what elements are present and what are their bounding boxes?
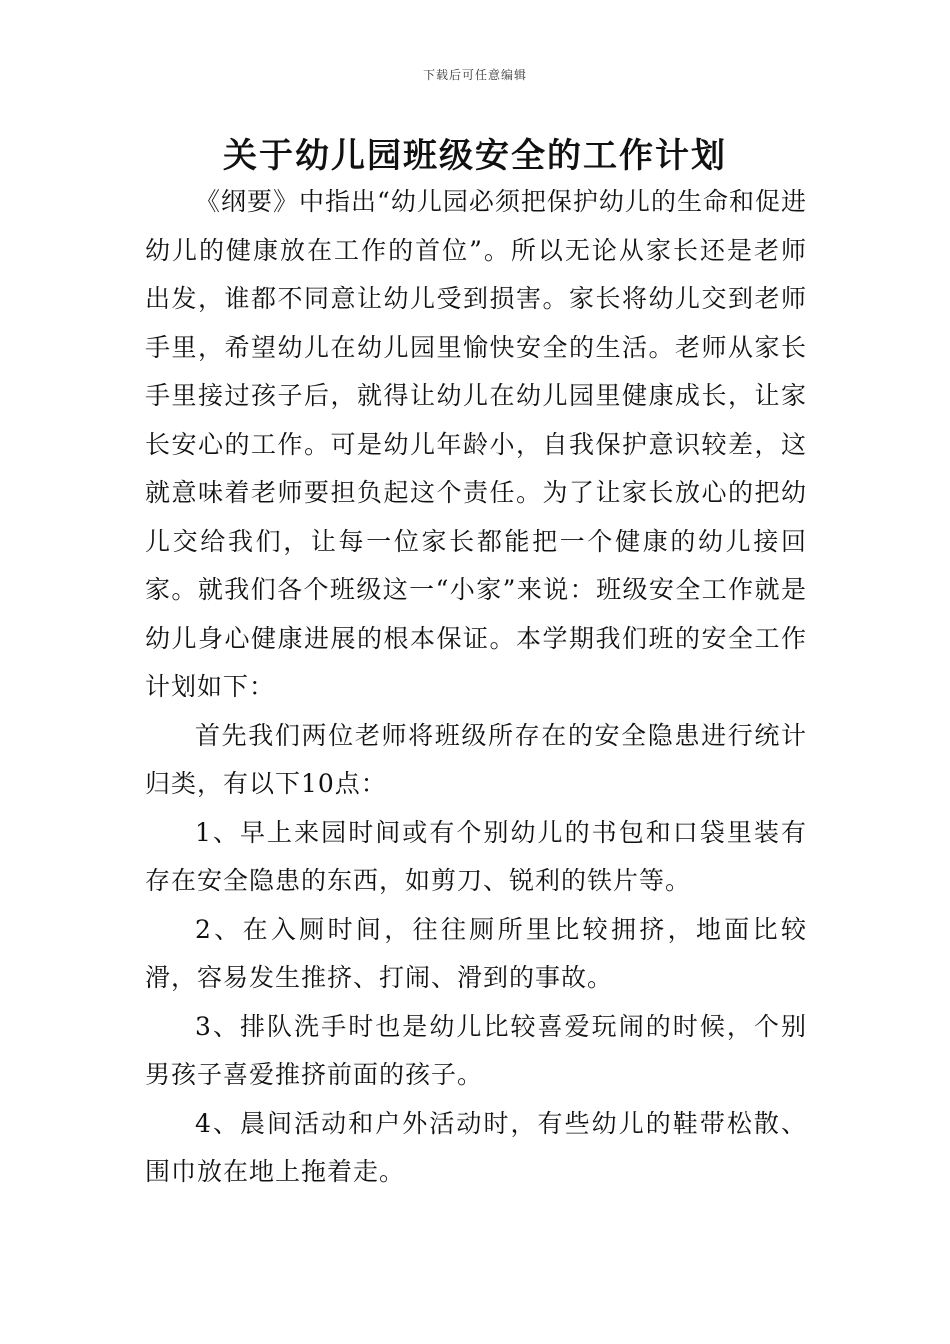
paragraph-intro: 《纲要》中指出“幼儿园必须把保护幼儿的生命和促进幼儿的健康放在工作的首位”。所以无论从家长还是老师出发，谁都不同意让幼儿受到损害。家长将幼儿交到老师手里，希望幼儿在幼儿园里愉快安全的生活。老师从家长手里接过孩子后，就得让幼儿在幼儿园里健康成长，让家长安心的工作。可是幼儿年龄小，自我保护意识较差，这就意味着老师要担负起这个责任。为了让家长放心的把幼儿交给我们，让每一位家长都能把一个健康的幼儿接回家。就我们各个班级这一“小家”来说：班级安全工作就是幼儿身心健康进展的根本保证。本学期我们班的安全工作计划如下： xyxy=(145,187,807,701)
document-body xyxy=(145,178,807,1197)
document-title: 关于幼儿园班级安全的工作计划 xyxy=(223,136,727,176)
paragraph-item-4: 4、晨间活动和户外活动时，有些幼儿的鞋带松散、围巾放在地上拖着走。 xyxy=(145,1108,807,1186)
paragraph-item-1: 1、早上来园时间或有个别幼儿的书包和口袋里装有存在安全隐患的东西，如剪刀、锐利的铁片等。 xyxy=(145,817,807,895)
paragraph-summary: 首先我们两位老师将班级所存在的安全隐患进行统计归类，有以下10点： xyxy=(145,720,807,798)
header-note: 下载后可任意编辑 xyxy=(422,68,527,82)
paragraph-item-3: 3、排队洗手时也是幼儿比较喜爱玩闹的时候，个别男孩子喜爱推挤前面的孩子。 xyxy=(145,1011,807,1089)
paragraph-item-2: 2、在入厕时间，往往厕所里比较拥挤，地面比较滑，容易发生推挤、打闹、滑到的事故。 xyxy=(145,914,807,992)
